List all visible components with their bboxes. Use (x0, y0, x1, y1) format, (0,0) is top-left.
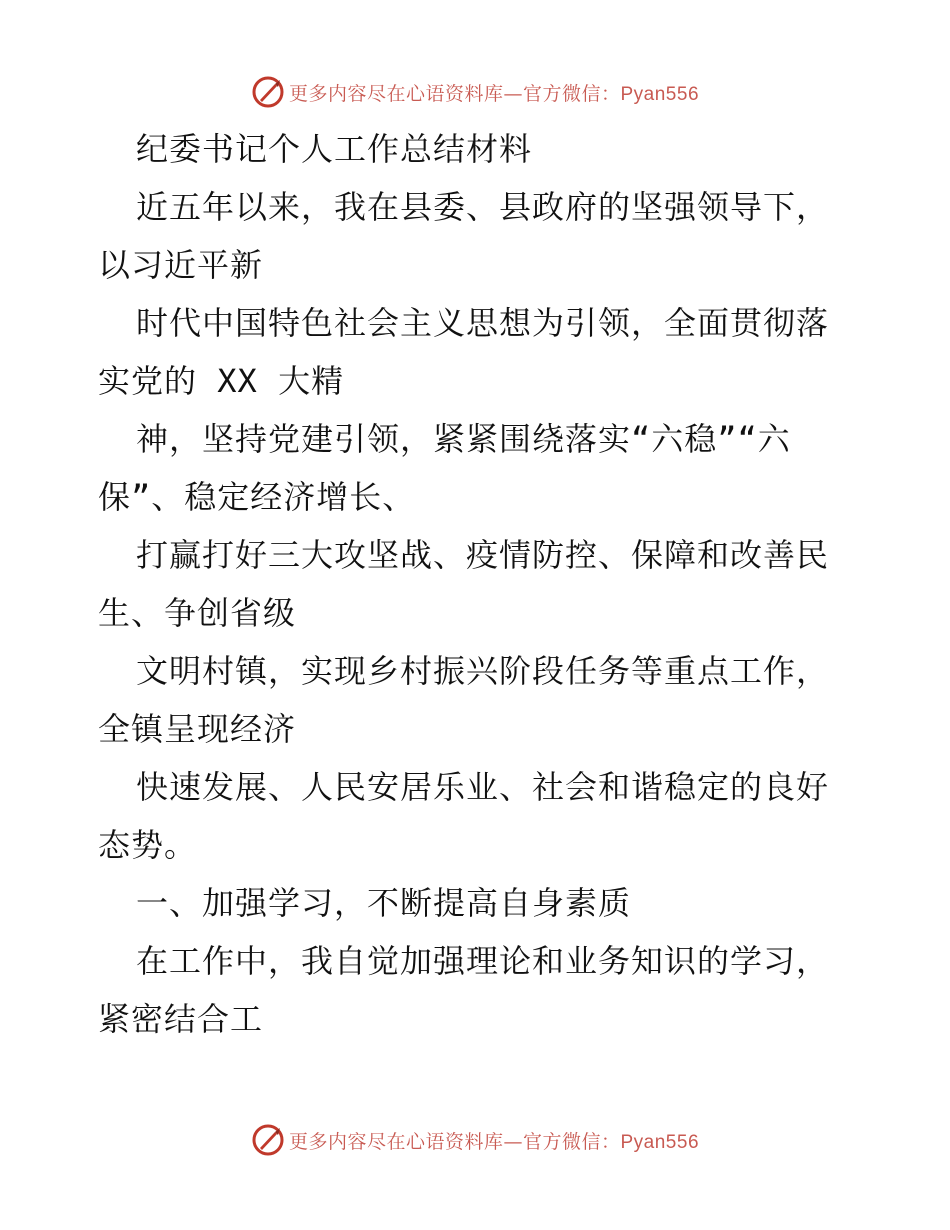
text-line: 以习近平新 (98, 246, 264, 284)
red-quill-logo-icon (251, 75, 285, 109)
document-title: 纪委书记个人工作总结材料 (136, 130, 533, 168)
text-line: 神，坚持党建引领，紧紧围绕落实“六稳”“六 (136, 420, 791, 458)
text-line: 在工作中，我自觉加强理论和业务知识的学习， (136, 942, 830, 980)
wechat-id: Pyan556 (620, 1131, 700, 1153)
watermark-header (0, 72, 950, 112)
text-line: 打赢打好三大攻坚战、疫情防控、保障和改善民 (136, 536, 830, 574)
text-line: 实党的 XX 大精 (98, 362, 345, 400)
text-line: 生、争创省级 (98, 594, 297, 632)
watermark-text: 更多内容尽在心语资料库—官方微信：Pyan556 (288, 82, 700, 105)
watermark-text: 更多内容尽在心语资料库—官方微信：Pyan556 (288, 1130, 700, 1153)
text-line: 态势。 (98, 826, 198, 864)
text-line: 近五年以来，我在县委、县政府的坚强领导下， (136, 188, 830, 226)
document-body (98, 120, 858, 1048)
wechat-id: Pyan556 (620, 83, 700, 105)
text-line: 快速发展、人民安居乐业、社会和谐稳定的良好 (136, 768, 830, 806)
red-quill-logo-icon (251, 1123, 285, 1157)
text-line: 全镇呈现经济 (98, 710, 297, 748)
text-line: 一、加强学习，不断提高自身素质 (136, 884, 632, 922)
document-paragraphs (98, 178, 858, 1048)
watermark-footer (0, 1120, 950, 1160)
text-line: 文明村镇，实现乡村振兴阶段任务等重点工作， (136, 652, 830, 690)
text-line: 紧密结合工 (98, 1000, 264, 1038)
text-line: 时代中国特色社会主义思想为引领，全面贯彻落 (136, 304, 830, 342)
text-line: 保”、稳定经济增长、 (98, 478, 416, 516)
